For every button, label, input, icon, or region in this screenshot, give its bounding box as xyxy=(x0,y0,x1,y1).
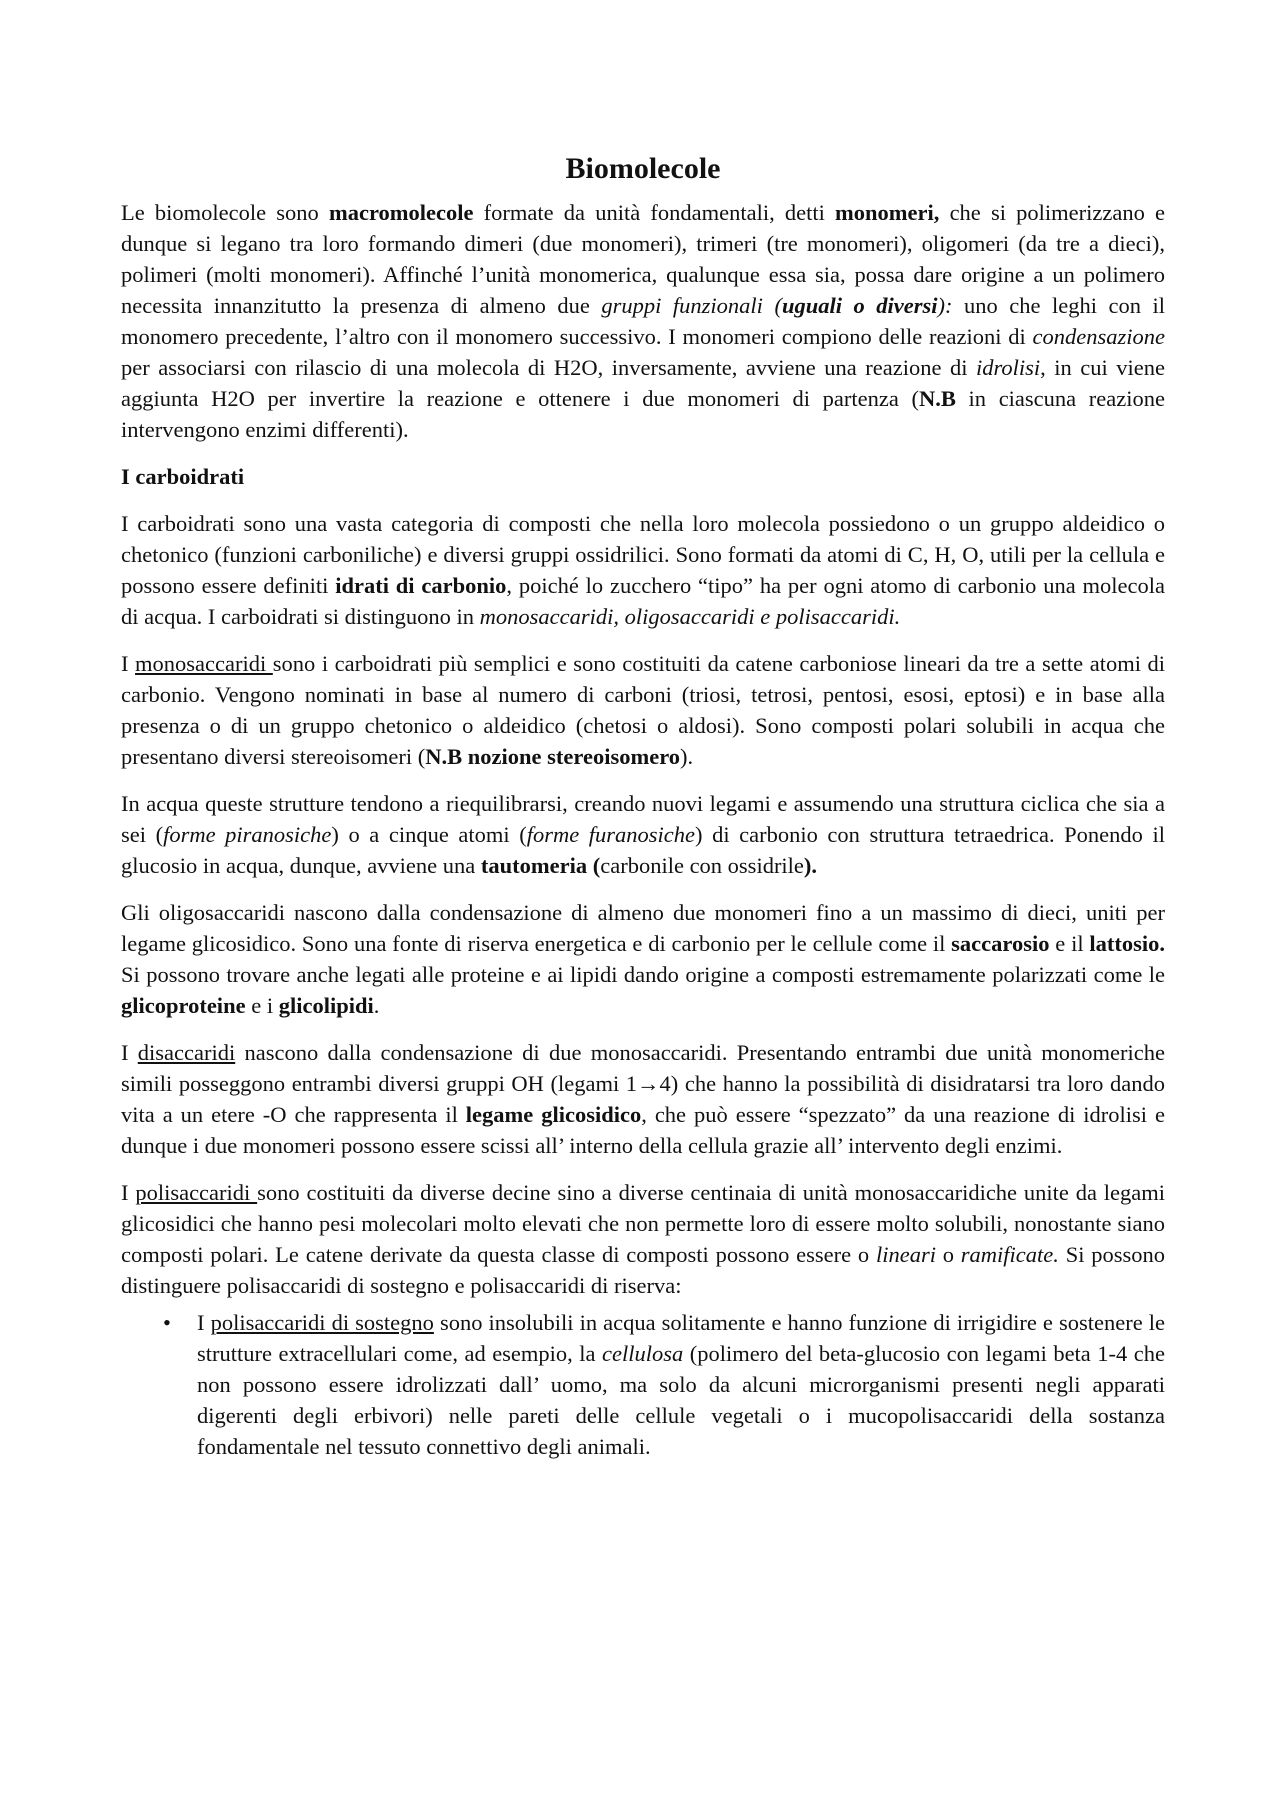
oligosaccharides-paragraph: Gli oligosaccaridi nascono dalla condensazione di almeno due monomeri fino a un massimo di dieci, uniti per legame glicosidico. Sono una fonte di riserva energetica e di carbonio per le cellule come il saccarosio e il lattosio. Si possono trovare anche legati alle proteine e ai lipidi dando origine a composti estremamente polarizzati come le glicoproteine e i glicolipidi. xyxy=(121,900,1165,1018)
carbohydrates-paragraph: I carboidrati sono una vasta categoria di composti che nella loro molecola possiedono o un gruppo aldeidico o chetonico (funzioni carboniliche) e diversi gruppi ossidrilici. Sono formati da atomi di C, H, O, utili per la cellula e possono essere definiti idrati di carbonio, poiché lo zucchero “tipo” ha per ogni atomo di carbonio una molecola di acqua. I carboidrati si distinguono in monosaccaridi, oligosaccaridi e polisaccaridi. xyxy=(121,511,1166,629)
cyclic-structure-paragraph: In acqua queste strutture tendono a riequilibrarsi, creando nuovi legami e assumendo una struttura ciclica che sia a sei (forme piranosiche) o a cinque atomi (forme furanosiche) di carbonio con struttura tetraedrica. Ponendo il glucosio in acqua, dunque, avviene una tautomeria (carbonile con ossidrile). xyxy=(121,791,1165,878)
page-title: Biomolecole xyxy=(565,152,721,185)
disaccharides-paragraph: I disaccaridi nascono dalla condensazione di due monosaccaridi. Presentando entrambi due unità monomeriche simili posseggono entrambi diversi gruppi OH (legami 1→4) che hanno la possibilità di disidratarsi tra loro dando vita a un etere -O che rappresenta il legame glicosidico, che può essere “spezzato” da una reazione di idrolisi e dunque i due monomeri possono essere scissi all’ interno della cellula grazie all’ intervento degli enzimi. xyxy=(121,1040,1166,1158)
polysaccharides-list xyxy=(121,1307,1165,1462)
polysaccharides-paragraph: I polisaccaridi sono costituiti da diverse decine sino a diverse centinaia di unità monosaccaridiche unite da legami glicosidici che hanno pesi molecolari molto elevati che non permette loro di essere molto solubili, nonostante siano composti polari. Le catene derivate da questa classe di composti possono essere o lineari o ramificate. Si possono distinguere polisaccaridi di sostegno e polisaccaridi di riserva: xyxy=(121,1180,1166,1298)
bullet-icon: • xyxy=(163,1310,171,1335)
document-body xyxy=(121,150,1165,1462)
list-item: • I polisaccaridi di sostegno sono insolubili in acqua solitamente e hanno funzione di irrigidire e sostenere le strutture extracellulari come, ad esempio, la cellulosa (polimero del beta-glucosio con legami beta 1-4 che non possono essere idrolizzati dall’ uomo, ma solo da alcuni microrganismi presenti negli apparati digerenti degli erbivori) nelle pareti delle cellule vegetali o i mucopolisaccaridi della sostanza fondamentale nel tessuto connettivo degli animali. xyxy=(121,1307,1165,1462)
monosaccharides-paragraph: I monosaccaridi sono i carboidrati più semplici e sono costituiti da catene carboniose lineari da tre a sette atomi di carbonio. Vengono nominati in base al numero di carboni (triosi, tetrosi, pentosi, esosi, eptosi) e in base alla presenza o di un gruppo chetonico o aldeidico (chetosi o aldosi). Sono composti polari solubili in acqua che presentano diversi stereoisomeri (N.B nozione stereoisomero). xyxy=(121,651,1165,769)
intro-paragraph: Le biomolecole sono macromolecole formate da unità fondamentali, detti monomeri, che si polimerizzano e dunque si legano tra loro formando dimeri (due monomeri), trimeri (tre monomeri), oligomeri (da tre a dieci), polimeri (molti monomeri). Affinché l’unità monomerica, qualunque essa sia, possa dare origine a un polimero necessita innanzitutto la presenza di almeno due gruppi funzionali (uguali o diversi): uno che leghi con il monomero precedente, l’altro con il monomero successivo. I monomeri compiono delle reazioni di condensazione per associarsi con rilascio di una molecola di H2O, inversamente, avviene una reazione di idrolisi, in cui viene aggiunta H2O per invertire la reazione e ottenere i due monomeri di partenza (N.B in ciascuna reazione intervengono enzimi differenti). xyxy=(121,200,1165,442)
section-heading: I carboidrati xyxy=(121,464,245,489)
